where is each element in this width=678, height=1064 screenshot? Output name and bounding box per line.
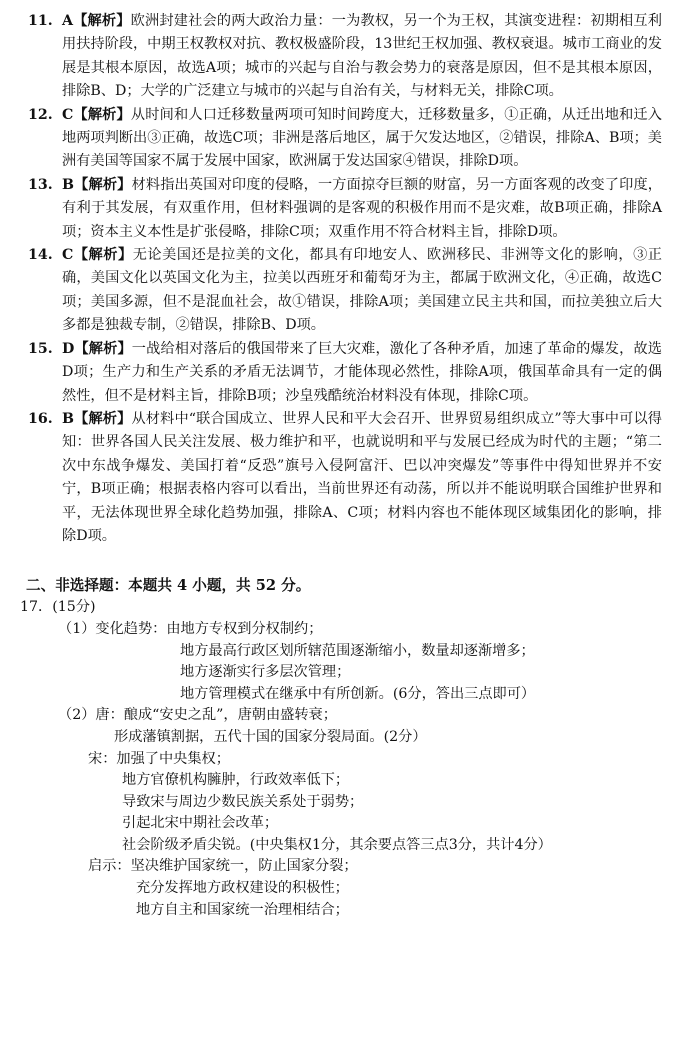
analysis-tag: 【解析】 (73, 106, 131, 123)
analysis-text: 欧洲封建社会的两大政治力量：一为教权，另一个为王权，其演变进程：初期相互利用扶持阶段，中期王权教权对抗、教权极盛阶段，13世纪王权加强、教权衰退。城市工商业的发展是其根本原因，故选A项；城市的兴起与自治与教会势力的衰落是原因，但不是其根本原因，排除B、D；大学的广泛建立与城市的兴起与自治有关，与材料无关，排除C项。 (62, 13, 662, 100)
answer-item-14 (28, 244, 662, 338)
answer-letter: D (62, 340, 75, 357)
song-line: 社会阶级矛盾尖锐。(中央集权1分，其余要点答三点3分，共计4分） (122, 836, 552, 853)
qishi-line: 坚决维护国家统一，防止国家分裂； (130, 858, 358, 875)
part-2-label: （2）唐： (58, 707, 124, 724)
question-number: 14. (28, 247, 53, 264)
answer-letter: C (62, 106, 74, 123)
part-2 (20, 705, 662, 921)
qishi-line: 地方自主和国家统一治理相结合； (136, 901, 349, 918)
song-line: 地方官僚机构臃肿，行政效率低下； (122, 772, 350, 789)
part-1-label: （1）变化趋势： (58, 620, 167, 637)
song-line: 引起北宋中期社会改革； (122, 815, 279, 832)
part-1-line: 地方管理模式在继承中有所创新。(6分，答出三点即可） (180, 685, 536, 702)
qishi-line: 充分发挥地方政权建设的积极性； (136, 880, 349, 897)
question-17 (20, 597, 662, 921)
part-1-line: 由地方专权到分权制约； (166, 620, 323, 637)
part-1 (20, 619, 662, 705)
answer-item-15 (28, 338, 662, 408)
analysis-text: 无论美国还是拉美的文化，都具有印地安人、欧洲移民、非洲等文化的影响，③正确，美国文化以英国文化为主，拉美以西班牙和葡萄牙为主，都属于欧洲文化，④正确，故选C项；美国多源，但不是混血社会，故①错误，排除A项；美国建立民主共和国，而拉美独立后大多都是独裁专制，②错误，排除B、D项。 (62, 247, 662, 334)
song-line: 加强了中央集权； (116, 750, 230, 767)
answer-letter: C (62, 247, 74, 264)
song-line: 导致宋与周边少数民族关系处于弱势； (122, 793, 364, 810)
question-number: 12. (28, 106, 53, 123)
question-number: 11. (28, 13, 53, 29)
analysis-text: 材料指出英国对印度的侵略，一方面掠夺巨额的财富，另一方面客观的改变了印度，有利于其发展，有双重作用，但材料强调的是客观的积极作用而不是灾难，故B项正确，排除A项；资本主义本性是扩张侵略，排除C项；双重作用不符合材料主旨，排除D项。 (62, 176, 662, 240)
analysis-tag: 【解析】 (73, 13, 131, 29)
tang-line: 酿成“安史之乱”，唐朝由盛转衰； (123, 707, 337, 724)
answer-letter: B (62, 410, 74, 427)
song-label: 宋： (88, 750, 117, 767)
qishi-label: 启示： (88, 858, 131, 875)
analysis-text: 从材料中“联合国成立、世界人民和平大会召开、世界贸易组织成立”等大事中可以得知：世界各国人民关注发展、极力维护和平，也就说明和平与发展已经成为时代的主题；“第二次中东战争爆发、美国打着“反恐”旗号入侵阿富汗、巴以冲突爆发”等事件中得知世界并不安宁，B项正确；根据表格内容可以看出，当前世界还有动荡，所以并不能说明联合国维护世界和平，无法体现世界全球化趋势加强，排除A、C项；材料内容也不能体现区域集团化的影响，排除D项。 (62, 410, 662, 544)
analysis-tag: 【解析】 (74, 410, 132, 427)
question-17-header: 17．(15分) (20, 599, 96, 616)
answer-item-13 (28, 174, 662, 244)
analysis-text: 一战给相对落后的俄国带来了巨大灾难，激化了各种矛盾，加速了革命的爆发，故选D项；生产力和生产关系的矛盾无法调节，才能体现必然性，排除A项，俄国革命具有一定的偶然性，但不是材料主旨，排除B项；沙皇残酷统治材料没有体现，排除C项。 (62, 340, 662, 404)
section-title: 二、非选择题：本题共 4 小题，共 52 分。 (26, 577, 311, 595)
analysis-tag: 【解析】 (74, 176, 132, 193)
analysis-tag: 【解析】 (73, 247, 133, 264)
question-number: 15. (28, 340, 53, 357)
tang-line: 形成藩镇割据，五代十国的国家分裂局面。(2分） (114, 728, 427, 745)
answer-item-11 (28, 10, 662, 104)
analysis-text: 从时间和人口迁移数量两项可知时间跨度大，迁移数量多，①正确，从迁出地和迁入地两项判断出③正确，故选C项；非洲是落后地区，属于欠发达地区，②错误，排除A、B项；美洲有美国等国家不属于发展中国家，欧洲属于发达国家④错误，排除D项。 (62, 106, 662, 170)
part-1-line: 地方最高行政区划所辖范围逐渐缩小，数量却逐渐增多； (180, 642, 535, 659)
question-number: 13. (28, 176, 53, 193)
answer-letter: A (62, 13, 74, 29)
part-1-line: 地方逐渐实行多层次管理； (180, 664, 351, 681)
answer-letter: B (62, 176, 74, 193)
analysis-tag: 【解析】 (74, 340, 132, 357)
question-number: 16. (28, 410, 53, 427)
answer-list (28, 10, 662, 548)
answer-item-16 (28, 408, 662, 548)
answer-item-12 (28, 104, 662, 174)
